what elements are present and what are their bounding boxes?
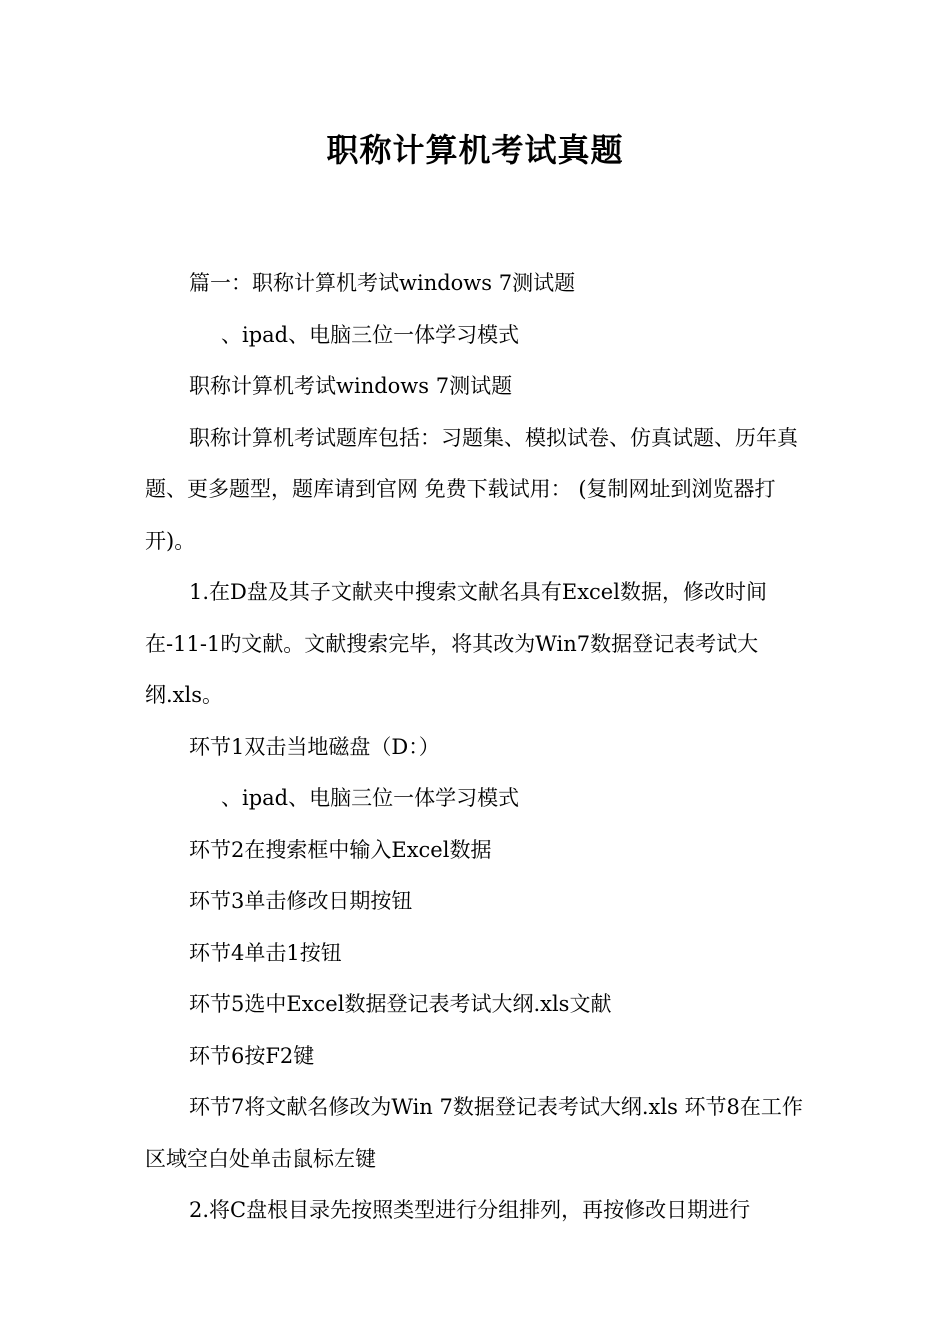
paragraph-5: 1.在D盘及其子文献夹中搜索文献名具有Excel数据，修改时间在-11-1旳文献。文献搜索完毕，将其改为Win7数据登记表考试大纲.xls。 xyxy=(145,580,767,707)
paragraph-9: 环节3单击修改日期按钮 xyxy=(189,889,413,913)
paragraph-12: 环节6按F2键 xyxy=(189,1043,315,1068)
document-title: 职称计算机考试真题 xyxy=(326,131,624,169)
paragraph-14: 2.将C盘根目录先按照类型进行分组排列，再按修改日期进行 xyxy=(189,1198,751,1222)
paragraph-3: 职称计算机考试windows 7测试题 xyxy=(189,374,513,398)
paragraph-11: 环节5选中Excel数据登记表考试大纲.xls文献 xyxy=(189,992,612,1016)
paragraph-8: 环节2在搜索框中输入Excel数据 xyxy=(189,837,492,862)
paragraph-13: 环节7将文献名修改为Win 7数据登记表考试大纲.xls 环节8在工作区域空白处单击鼠标左键 xyxy=(145,1095,803,1171)
paragraph-4: 职称计算机考试题库包括：习题集、模拟试卷、仿真试题、历年真题、更多题型，题库请到官网 免费下载试用： (复制网址到浏览器打开)。 xyxy=(145,425,798,553)
document-body xyxy=(145,258,807,1237)
paragraph-2: 、ipad、电脑三位一体学习模式 xyxy=(221,322,520,347)
paragraph-1: 篇一：职称计算机考试windows 7测试题 xyxy=(189,271,576,295)
paragraph-10: 环节4单击1按钮 xyxy=(189,940,342,965)
paragraph-6: 环节1双击当地磁盘（D：） xyxy=(189,734,440,759)
paragraph-7: 、ipad、电脑三位一体学习模式 xyxy=(221,786,520,810)
